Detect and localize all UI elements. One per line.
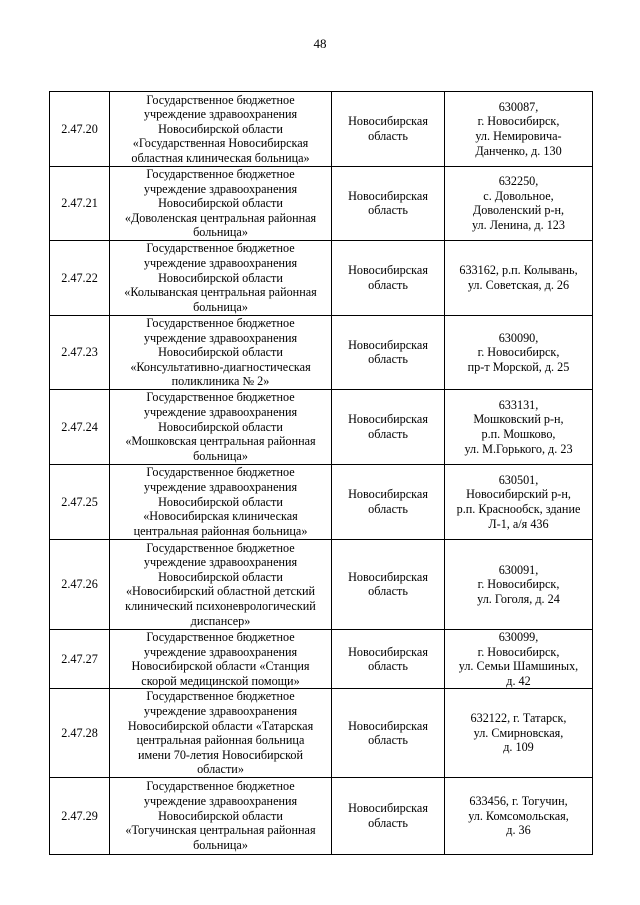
institution-name-line: области» (197, 762, 244, 777)
address-line: г. Новосибирск, (477, 577, 560, 592)
institution-name-line: Государственное бюджетное (146, 167, 295, 181)
address-line: 630099, (498, 629, 539, 644)
region-line: область (368, 659, 408, 674)
region-line: Новосибирская (348, 337, 428, 352)
institution-name-line: «Государственная Новосибирская (132, 136, 309, 151)
institution-name-line: учреждение здравоохранения (143, 480, 298, 495)
table-row (50, 629, 593, 688)
address-line: г. Новосибирск, (477, 345, 560, 360)
page-number: 48 (313, 36, 327, 51)
address-line: 630087, (498, 99, 539, 114)
institution-name-line: Новосибирской области (158, 569, 283, 584)
address-cell (445, 389, 593, 464)
institution-name-line: имени 70-летия Новосибирской (137, 747, 303, 762)
region-cell (332, 689, 445, 778)
region-cell (332, 539, 445, 629)
institution-name-line: Новосибирской области (158, 121, 283, 136)
institution-name-cell (110, 389, 332, 464)
table-row (50, 689, 593, 778)
row-number-cell: 2.47.27 (50, 629, 110, 688)
institution-name-line: «Новосибирский областной детский (125, 584, 316, 599)
institution-name-cell (110, 689, 332, 778)
table-row (50, 240, 593, 315)
region-line: Новосибирская (348, 188, 428, 203)
address-line: р.п. Краснообск, здание (456, 501, 581, 516)
address-line: ул. Немировича- (475, 129, 562, 143)
address-line: 633131, (498, 397, 539, 412)
address-line: 630501, (498, 472, 539, 487)
address-line: Доволенский р-н, (472, 203, 565, 218)
institutions-table (49, 91, 593, 855)
institution-name-line: Новосибирской области (158, 345, 283, 360)
region-cell (332, 389, 445, 464)
region-line: Новосибирская (348, 718, 428, 733)
region-line: Новосибирская (348, 114, 428, 129)
institution-name-line: «Тогучинская центральная районная (125, 823, 316, 838)
region-line: Новосибирская (348, 263, 428, 278)
institution-name-cell (110, 315, 332, 389)
row-number-cell: 2.47.26 (50, 539, 110, 629)
address-cell (445, 777, 593, 854)
institution-name-line: Новосибирской области (158, 494, 283, 509)
address-line: 632122, г. Татарск, (470, 711, 567, 726)
table-row (50, 315, 593, 389)
institution-name-line: Новосибирской области «Станция (131, 659, 310, 674)
row-number-cell: 2.47.29 (50, 777, 110, 854)
region-line: область (368, 129, 408, 143)
institution-name-line: учреждение здравоохранения (143, 703, 298, 718)
region-cell (332, 464, 445, 539)
address-cell (445, 629, 593, 688)
address-line: 633456, г. Тогучин, (469, 793, 568, 808)
institution-name-line: Государственное бюджетное (146, 689, 295, 704)
institution-name-line: Государственное бюджетное (146, 92, 295, 107)
table-row (50, 464, 593, 539)
address-line: ул. Смирновская, (473, 725, 564, 740)
address-line: 630090, (498, 330, 539, 345)
address-line: г. Новосибирск, (477, 114, 560, 129)
region-cell (332, 92, 445, 167)
institution-name-line: Государственное бюджетное (146, 779, 295, 794)
institution-name-cell (110, 539, 332, 629)
region-cell (332, 629, 445, 688)
institution-name-line: больница» (193, 225, 248, 240)
region-cell (332, 315, 445, 389)
address-line: Мошковский р-н, (473, 412, 564, 427)
address-cell (445, 689, 593, 778)
institution-name-line: Новосибирской области (158, 808, 283, 823)
institution-name-line: Новосибирской области (158, 270, 283, 285)
region-line: область (368, 815, 408, 830)
institution-name-line: учреждение здравоохранения (143, 330, 298, 345)
table-row (50, 777, 593, 854)
region-line: область (368, 277, 408, 292)
institution-name-line: «Доволенская центральная районная (124, 210, 317, 225)
address-line: ул. М.Горького, д. 23 (464, 441, 573, 456)
address-line: Данченко, д. 130 (475, 143, 562, 158)
table-row (50, 389, 593, 464)
table-row (50, 92, 593, 167)
address-line: г. Новосибирск, (477, 644, 560, 659)
region-cell (332, 777, 445, 854)
institution-name-cell (110, 629, 332, 688)
address-line: 630091, (498, 562, 539, 577)
table-row (50, 539, 593, 629)
institution-name-cell (110, 167, 332, 241)
address-line: ул. Гоголя, д. 24 (477, 591, 560, 606)
institution-name-line: учреждение здравоохранения (143, 405, 298, 420)
institution-name-line: поликлиника № 2» (171, 374, 270, 389)
row-number-cell: 2.47.22 (50, 240, 110, 315)
region-line: область (368, 352, 408, 367)
region-line: Новосибирская (348, 487, 428, 502)
address-line: 633162, р.п. Колывань, (459, 263, 578, 278)
institution-name-line: областная клиническая больница» (131, 150, 310, 165)
address-line: с. Довольное, (483, 188, 554, 203)
institution-name-line: больница» (193, 448, 248, 463)
row-number-cell: 2.47.24 (50, 389, 110, 464)
region-line: Новосибирская (348, 644, 428, 659)
address-line: ул. Семьи Шамшиных, (458, 659, 579, 674)
address-line: 632250, (498, 174, 539, 189)
institution-name-line: скорой медицинской помощи» (141, 673, 300, 688)
institution-name-line: Государственное бюджетное (146, 315, 295, 330)
address-cell (445, 539, 593, 629)
institution-name-line: диспансер» (190, 613, 251, 628)
address-line: ул. Комсомольская, (468, 808, 569, 823)
institution-name-cell (110, 464, 332, 539)
institution-name-line: центральная районная больница» (133, 523, 308, 538)
institution-name-line: «Консультативно-диагностическая (130, 359, 311, 374)
address-line: ул. Советская, д. 26 (467, 277, 570, 292)
table-row (50, 167, 593, 241)
address-line: д. 109 (503, 740, 534, 755)
institution-name-line: больница» (193, 299, 248, 314)
institution-name-line: Новосибирской области (158, 196, 283, 211)
address-cell (445, 315, 593, 389)
institution-name-line: Государственное бюджетное (146, 629, 295, 644)
row-number-cell: 2.47.23 (50, 315, 110, 389)
address-line: р.п. Мошково, (481, 426, 556, 441)
address-cell (445, 240, 593, 315)
region-line: область (368, 501, 408, 516)
institution-name-line: центральная районная больница (136, 733, 305, 748)
institution-name-line: учреждение здравоохранения (143, 793, 298, 808)
region-line: область (368, 426, 408, 441)
institution-name-line: Государственное бюджетное (146, 241, 295, 256)
region-cell (332, 167, 445, 241)
region-line: область (368, 203, 408, 218)
institution-name-line: больница» (193, 837, 248, 852)
address-line: пр-т Морской, д. 25 (467, 359, 570, 374)
institution-name-line: Государственное бюджетное (146, 465, 295, 480)
region-line: Новосибирская (348, 412, 428, 427)
institution-name-line: «Новосибирская клиническая (143, 509, 298, 524)
address-line: Л-1, а/я 436 (488, 516, 549, 531)
institution-name-line: клинический психоневрологический (125, 599, 316, 614)
address-cell (445, 92, 593, 167)
institution-name-cell (110, 240, 332, 315)
address-line: Новосибирский р-н, (466, 487, 571, 502)
row-number-cell: 2.47.21 (50, 167, 110, 241)
institution-name-line: учреждение здравоохранения (143, 644, 298, 659)
address-line: д. 36 (506, 823, 531, 838)
institution-name-line: Новосибирской области «Татарская (127, 718, 314, 733)
address-line: ул. Ленина, д. 123 (472, 218, 565, 233)
institution-name-line: учреждение здравоохранения (143, 107, 298, 122)
region-line: область (368, 584, 408, 599)
institution-name-cell (110, 777, 332, 854)
row-number-cell: 2.47.28 (50, 689, 110, 778)
address-cell (445, 167, 593, 241)
region-line: Новосибирская (348, 801, 428, 816)
address-cell (445, 464, 593, 539)
table-body (50, 92, 593, 855)
institution-name-line: учреждение здравоохранения (143, 256, 298, 271)
row-number-cell: 2.47.20 (50, 92, 110, 167)
institution-name-line: Новосибирской области (158, 419, 283, 434)
region-line: Новосибирская (348, 569, 428, 584)
institution-name-line: учреждение здравоохранения (143, 181, 298, 196)
region-line: область (368, 733, 408, 748)
institution-name-line: Государственное бюджетное (146, 540, 295, 555)
institution-name-line: «Мошковская центральная районная (125, 434, 316, 449)
institution-name-line: Государственное бюджетное (146, 390, 295, 405)
institution-name-line: «Колыванская центральная районная (124, 285, 317, 300)
region-cell (332, 240, 445, 315)
institution-name-cell (110, 92, 332, 167)
address-line: д. 42 (506, 673, 531, 688)
row-number-cell: 2.47.25 (50, 464, 110, 539)
institution-name-line: учреждение здравоохранения (143, 555, 298, 570)
